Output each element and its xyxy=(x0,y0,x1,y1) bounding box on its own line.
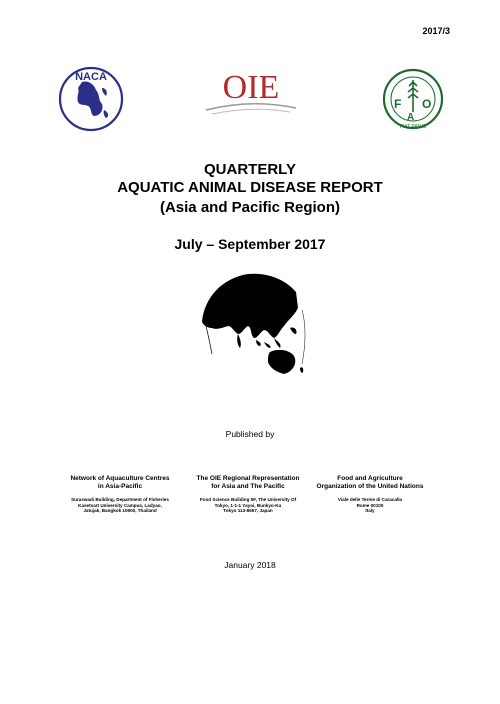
svg-text:A: A xyxy=(407,112,415,123)
title-line-3: (Asia and Pacific Region) xyxy=(159,199,341,216)
svg-text:O: O xyxy=(422,97,432,111)
publisher-name: Food and Agriculture Organization of the United Nations xyxy=(316,475,424,490)
asia-pacific-map xyxy=(198,268,310,384)
report-id: 2017/3 xyxy=(422,26,450,36)
publication-date: January 2018 xyxy=(224,560,276,570)
report-period: July – September 2017 xyxy=(174,236,326,252)
publisher-name: The OIE Regional Representation for Asia and The Pacific xyxy=(196,475,300,490)
publisher-name: Network of Aquaculture Centres in Asia-Pacific xyxy=(70,475,170,490)
oie-logo xyxy=(198,62,304,122)
fao-logo xyxy=(382,68,444,130)
publisher-address: Suraswadi Building, Department of Fisheries Kasetsart University Campus, Ladyao, Jatujak, Bangkok 10900, Thailand xyxy=(71,497,169,514)
svg-text:F: F xyxy=(394,97,402,111)
publisher-address: Food Science Building 5F, The University Of Tokyo, 1-1-1 Yayoi, Bunkyo-Ku Tokyo 113-8657, Japan xyxy=(199,497,297,514)
publisher-fao xyxy=(305,475,435,514)
publisher-oie xyxy=(183,475,313,514)
publisher-address: Viale delle Terme di Caracalla Rome 00100 Italy xyxy=(337,497,403,514)
title-line-1: QUARTERLY xyxy=(204,161,296,178)
svg-text:NACA: NACA xyxy=(75,71,107,83)
svg-text:FIAT PANIS: FIAT PANIS xyxy=(399,124,427,130)
published-by: Published by xyxy=(225,429,275,439)
svg-text:OIE: OIE xyxy=(222,69,280,106)
naca-logo xyxy=(58,66,124,132)
title-line-2: AQUATIC ANIMAL DISEASE REPORT xyxy=(117,179,383,196)
publisher-naca xyxy=(55,475,185,514)
